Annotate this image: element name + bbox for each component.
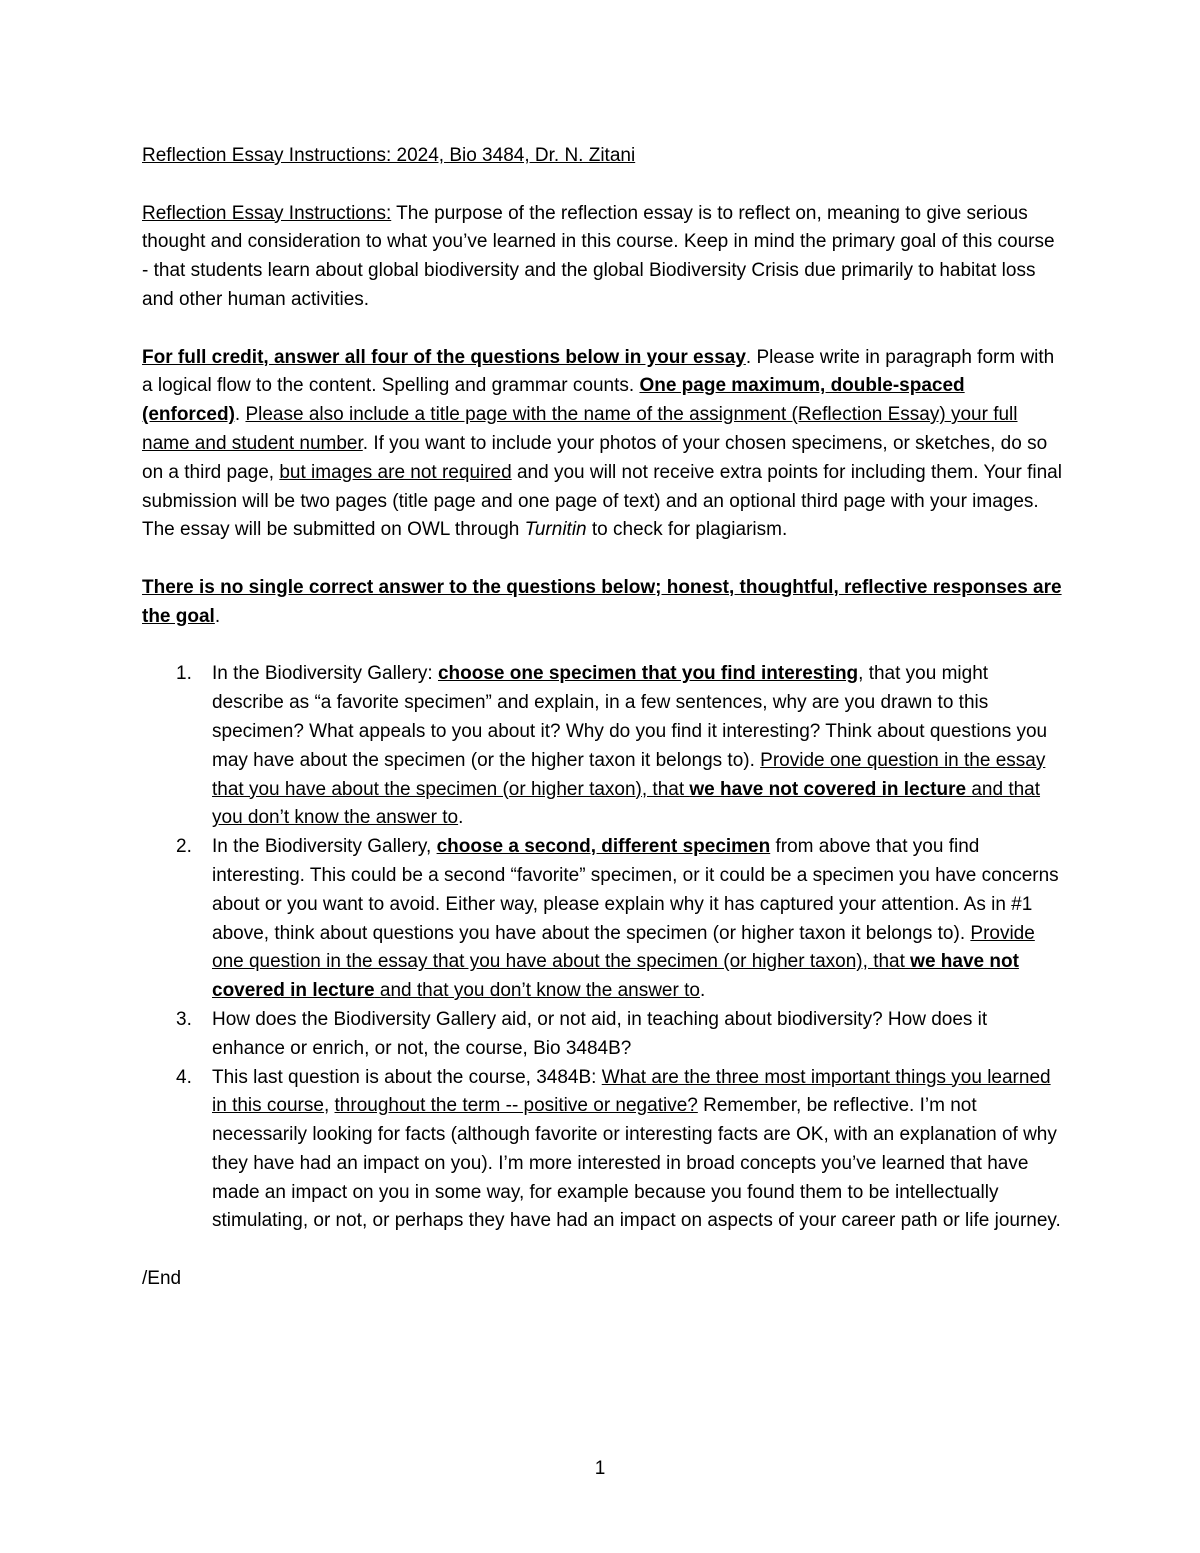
credit-text-2: .: [234, 404, 246, 426]
question-4-text-e: Remember, be reflective. I’m not necessarily looking for facts (although favorite or interesting facts are OK, with an explanation of why they have had an impact on you). I’m more interested in broad concepts you’ve learned that have made an impact on you in some way, for example because you found them to be intellectually stimulating, or not, or perhaps they have had an impact on aspects of your career path or life journey.: [212, 1095, 1061, 1232]
question-1-provide: Provide one question in the essay that you have about the specimen (or higher taxon), that: [212, 749, 1046, 800]
question-item-1: [142, 660, 1062, 833]
question-1-emphasis: choose one specimen that you find interesting: [437, 663, 859, 685]
question-number: 1.: [176, 663, 192, 685]
questions-list: [142, 660, 1062, 1236]
credit-paragraph: [142, 344, 1062, 546]
no-single-answer-paragraph: [142, 574, 1062, 632]
credit-text-4: and you will not receive extra points for including them. Your final submission will be two pages (title page and one page of text) and an optional third page with your images. The essay will be submitted on OWL through: [142, 461, 1062, 541]
question-1-text-a: In the Biodiversity Gallery:: [212, 663, 438, 685]
question-2-dont-know: and that you don’t know the answer to: [374, 980, 700, 1002]
question-item-4: [142, 1064, 1062, 1237]
document-title-text: Reflection Essay Instructions: 2024, Bio 3484, Dr. N. Zitani: [142, 145, 636, 166]
question-3-text: How does the Biodiversity Gallery aid, or not aid, in teaching about biodiversity? How does it enhance or enrich, or not, the course, Bio 3484B?: [212, 1008, 988, 1059]
images-note: but images are not required: [279, 461, 512, 483]
question-number: 2.: [176, 836, 192, 858]
question-2-provide: Provide one question in the essay that you have about the specimen (or higher taxon), that: [212, 922, 1035, 973]
question-1-end: .: [458, 807, 464, 829]
no-single-answer-text: There is no single correct answer to the questions below; honest, thoughtful, reflective responses are the goal: [142, 576, 1062, 627]
question-1-dont-know: and that you don’t know the answer to: [212, 778, 1041, 829]
question-number: 3.: [176, 1008, 192, 1030]
question-4-comma: ,: [323, 1095, 335, 1117]
question-1-not-covered: we have not covered in lecture: [689, 778, 967, 800]
question-item-2: [142, 833, 1062, 1006]
question-4-three-things: What are the three most important things you learned in this course: [212, 1066, 1051, 1117]
end-marker: /End: [142, 1268, 182, 1290]
intro-paragraph: [142, 200, 1062, 315]
turnitin-text: Turnitin: [524, 519, 587, 541]
page-max-note: One page maximum, double-spaced (enforced): [142, 375, 965, 426]
question-2-end: .: [699, 980, 706, 1002]
credit-text-5: to check for plagiarism.: [586, 519, 788, 541]
question-number: 4.: [176, 1066, 192, 1088]
question-2-text-c: from above that you find interesting. This could be a second “favorite” specimen, or it could be a specimen you have concerns about or you want to avoid. Either way, please explain why it has captured your attention. As in #1 above, think about questions you have about the specimen (or higher taxon it belongs to).: [212, 836, 1059, 944]
title-page-note: Please also include a title page with the name of the assignment (Reflection Essay) your full name and student number: [142, 404, 1018, 454]
question-4-throughout: throughout the term -- positive or negative?: [334, 1095, 698, 1117]
page-number: 1: [594, 1458, 606, 1479]
no-single-answer-end: .: [214, 605, 221, 627]
question-2-text-a: In the Biodiversity Gallery,: [212, 836, 437, 858]
question-item-3: [142, 1006, 1062, 1064]
question-4-text-a: This last question is about the course, 3484B:: [212, 1066, 602, 1088]
document-title: [142, 142, 1062, 171]
intro-text: The purpose of the reflection essay is to reflect on, meaning to give serious thought and consideration to what you’ve learned in this course. Keep in mind the primary goal of this course - that students learn about global biodiversity and the global Biodiversity Crisis due primarily to habitat loss and other human activities.: [142, 202, 1055, 310]
document-page: [142, 142, 1062, 1294]
question-1-text-c: , that you might describe as “a favorite specimen” and explain, in a few sentences, why are you drawn to this specimen? What appeals to you about it? Why do you find it interesting? Think about questions you may have about the specimen (or the higher taxon it belongs to).: [212, 663, 1048, 771]
credit-lead: For full credit, answer all four of the questions below in your essay: [142, 346, 746, 368]
credit-text-1: . Please write in paragraph form with a logical flow to the content. Spelling and grammar counts.: [142, 346, 1055, 397]
intro-label: Reflection Essay Instructions:: [142, 202, 392, 224]
question-2-not-covered: we have not covered in lecture: [212, 951, 1019, 1002]
question-2-emphasis: choose a second, different specimen: [436, 836, 771, 858]
credit-text-3: . If you want to include your photos of your chosen specimens, or sketches, do so on a third page,: [142, 432, 1048, 483]
